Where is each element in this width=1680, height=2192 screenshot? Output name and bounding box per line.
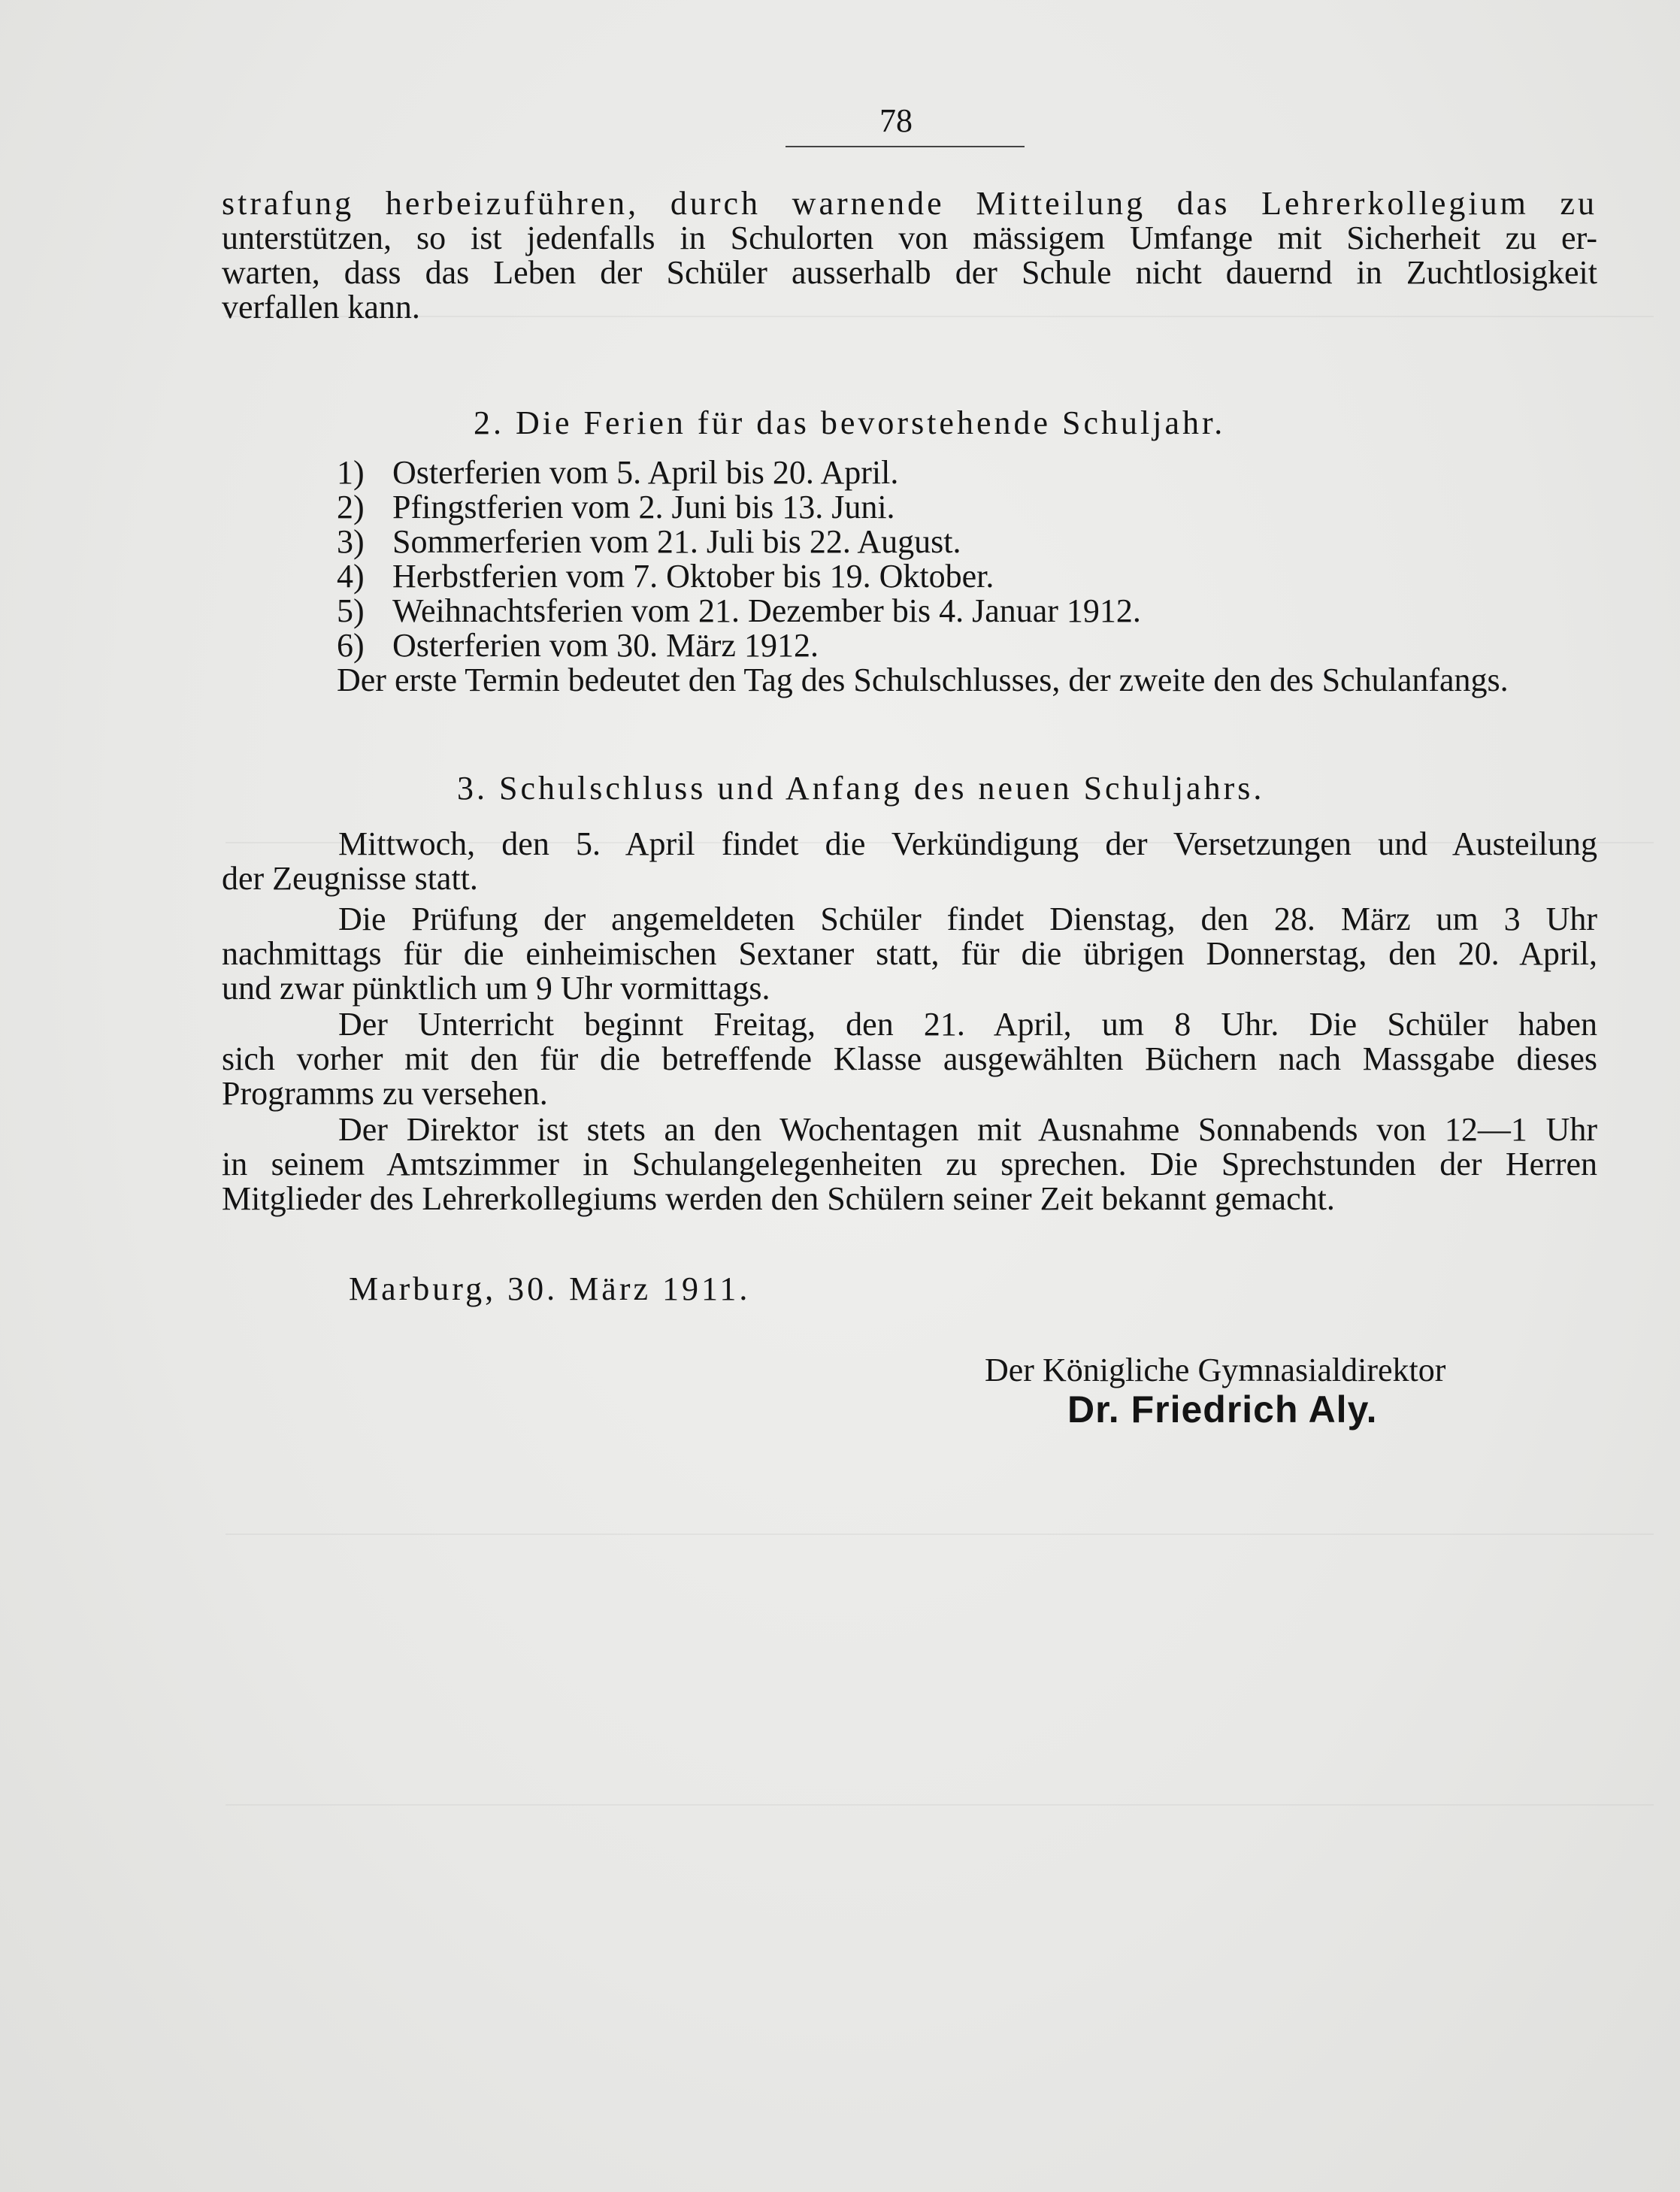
list-item <box>337 559 1615 594</box>
list-item-text: Weihnachtsferien vom 21. Dezember bis 4. Januar 1912. <box>392 592 1141 629</box>
text-line: Der Direktor ist stets an den Wochentagen mit Ausnahme Sonnabends von 12—1 Uhr <box>338 1111 1597 1148</box>
list-item-text: Osterferien vom 30. März 1912. <box>392 627 819 664</box>
text-line: Die Prüfung der angemeldeten Schüler findet Dienstag, den 28. März um 3 Uhr <box>338 901 1597 937</box>
list-item <box>337 628 1615 663</box>
text-line: verfallen kann. <box>222 289 420 325</box>
text-line: warten, dass das Leben der Schüler ausserhalb der Schule nicht dauernd in Zuchtlosigkeit <box>222 254 1597 291</box>
section3-paragraph-1 <box>222 827 1597 896</box>
list-item-number: 1) <box>337 454 365 491</box>
text-line: Mitglieder des Lehrerkollegiums werden den Schülern seiner Zeit bekannt gemacht. <box>222 1180 1335 1217</box>
section-heading: 3. Schulschluss und Anfang des neuen Schuljahrs. <box>457 770 1265 807</box>
list-note-text: Der erste Termin bedeutet den Tag des Schulschlusses, der zweite den des Schulanfangs. <box>337 662 1509 698</box>
text-line: der Zeugnisse statt. <box>222 860 478 897</box>
text-line: strafung herbeizuführen, durch warnende Mitteilung das Lehrerkollegium zu <box>222 185 1597 222</box>
section3-paragraph-4 <box>222 1113 1597 1216</box>
text-line: Programms zu versehen. <box>222 1075 548 1112</box>
list-item-text: Osterferien vom 5. April bis 20. April. <box>392 454 899 491</box>
section3-paragraph-2 <box>222 902 1597 1006</box>
signatory-name: Dr. Friedrich Aly. <box>1067 1388 1378 1431</box>
text-line: Mittwoch, den 5. April findet die Verkündigung der Versetzungen und Austeilung <box>338 825 1597 862</box>
list-item-number: 6) <box>337 627 365 664</box>
list-item-number: 5) <box>337 592 365 629</box>
bleed-through-line <box>226 1804 1654 1806</box>
list-note <box>337 663 1615 698</box>
text-line: nachmittags für die einheimischen Sextaner statt, für die übrigen Donnerstag, den 20. April, <box>222 935 1597 972</box>
list-item-text: Herbstferien vom 7. Oktober bis 19. Oktober. <box>392 558 994 595</box>
text-line: Der Unterricht beginnt Freitag, den 21. April, um 8 Uhr. Die Schüler haben <box>338 1006 1597 1043</box>
bleed-through-line <box>226 1533 1654 1535</box>
list-item-text: Pfingstferien vom 2. Juni bis 13. Juni. <box>392 489 895 525</box>
list-item <box>337 525 1615 559</box>
list-item <box>337 594 1615 628</box>
page-number-rule <box>786 146 1025 147</box>
intro-paragraph <box>222 186 1597 325</box>
holiday-list <box>337 456 1615 698</box>
text-line: sich vorher mit den für die betreffende Klasse ausgewählten Büchern nach Massgabe dieses <box>222 1040 1597 1077</box>
text-line: und zwar pünktlich um 9 Uhr vormittags. <box>222 970 770 1007</box>
section-heading: 2. Die Ferien für das bevorstehende Schuljahr. <box>474 404 1226 441</box>
text-line: unterstützen, so ist jedenfalls in Schulorten von mässigem Umfange mit Sicherheit zu er- <box>222 220 1597 256</box>
list-item-text: Sommerferien vom 21. Juli bis 22. August. <box>392 523 961 560</box>
signatory-title: Der Königliche Gymnasialdirektor <box>985 1352 1446 1388</box>
page-number: 78 <box>879 102 913 139</box>
text-line: in seinem Amtszimmer in Schulangelegenheiten zu sprechen. Die Sprechstunden der Herren <box>222 1146 1597 1182</box>
list-item <box>337 456 1615 490</box>
list-item-number: 4) <box>337 558 365 595</box>
list-item-number: 2) <box>337 489 365 525</box>
list-item-number: 3) <box>337 523 365 560</box>
place-date: Marburg, 30. März 1911. <box>349 1270 751 1307</box>
list-item <box>337 490 1615 525</box>
section3-paragraph-3 <box>222 1007 1597 1111</box>
